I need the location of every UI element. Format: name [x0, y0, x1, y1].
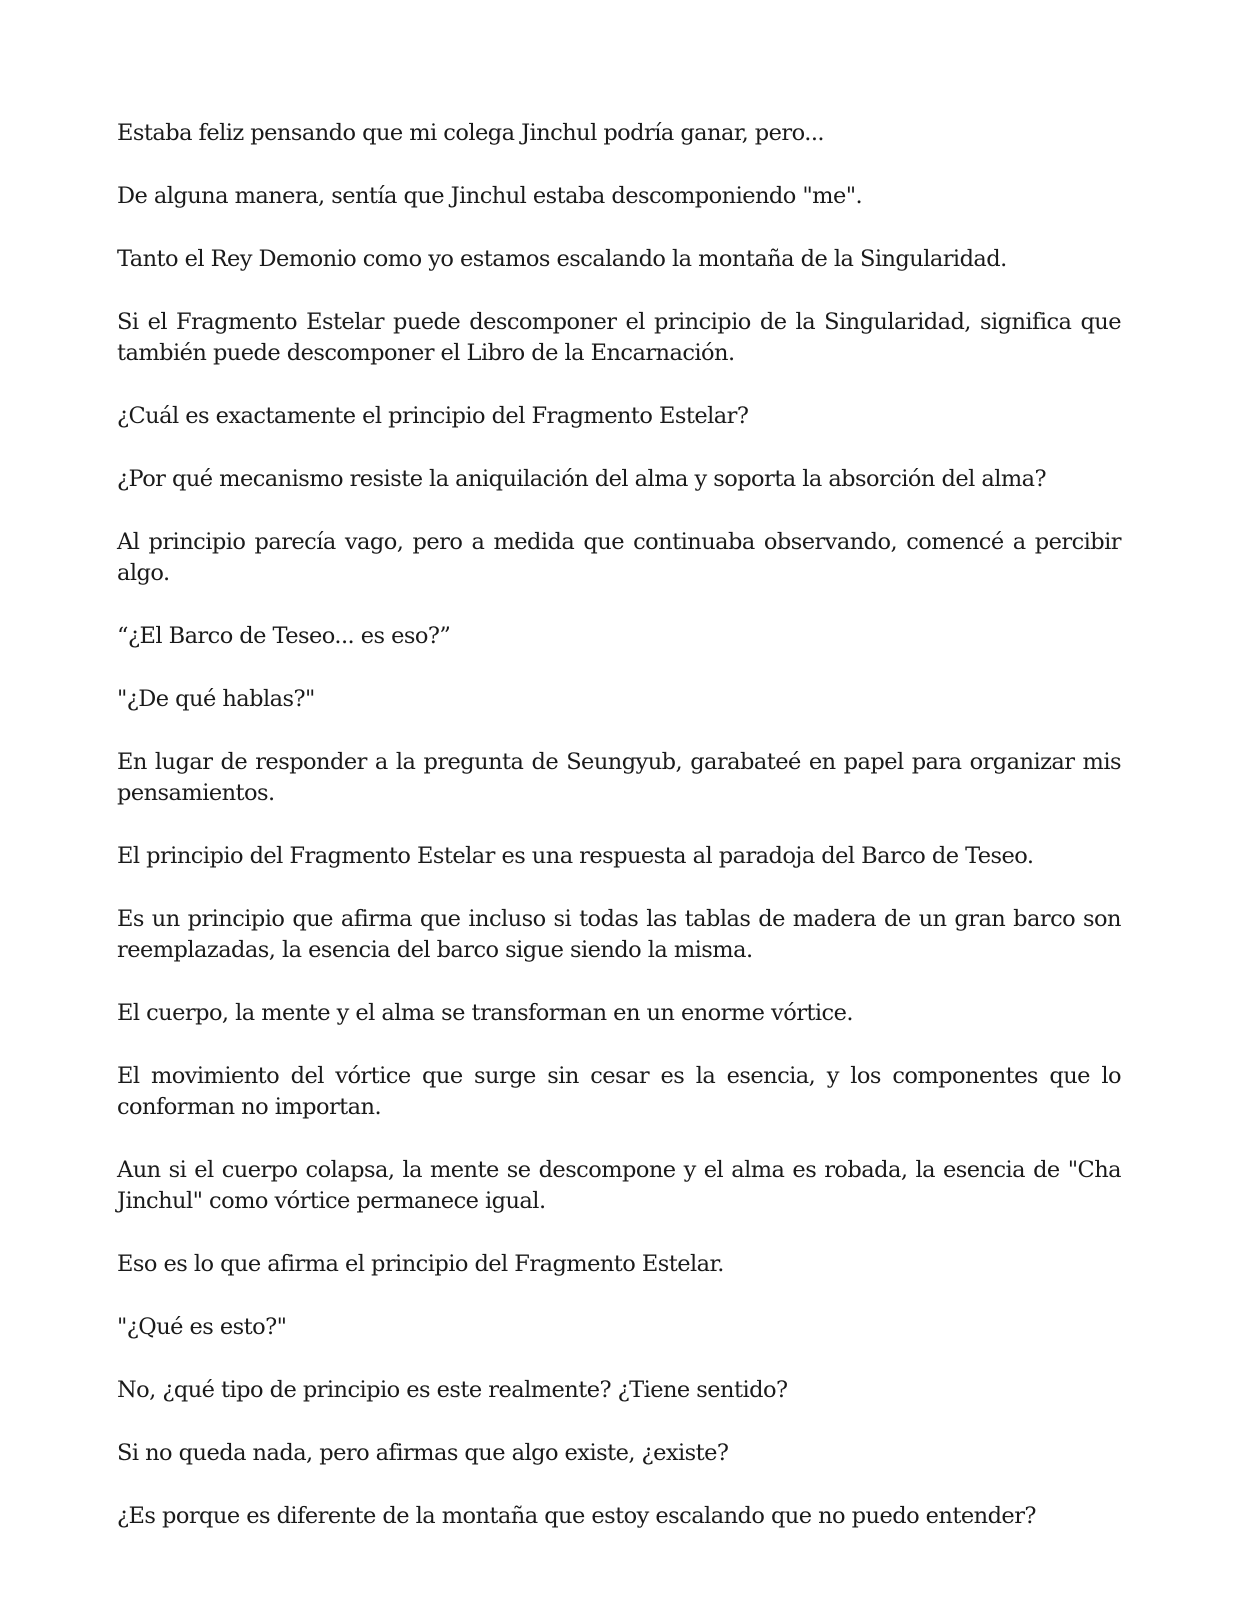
paragraph: El principio del Fragmento Estelar es una respuesta al paradoja del Barco de Teseo. [117, 843, 1034, 869]
paragraph: En lugar de responder a la pregunta de Seungyub, garabateé en papel para organizar mis pensamientos. [117, 749, 1121, 806]
paragraph: Si el Fragmento Estelar puede descomponer el principio de la Singularidad, significa que también puede descomponer el Libro de la Encarnación. [117, 309, 1121, 366]
paragraph: El cuerpo, la mente y el alma se transforman en un enorme vórtice. [117, 1000, 853, 1026]
paragraph: El movimiento del vórtice que surge sin cesar es la esencia, y los componentes que lo conforman no importan. [117, 1063, 1121, 1120]
paragraph: "¿Qué es esto?" [117, 1314, 287, 1340]
document-body [117, 118, 1121, 1564]
paragraph: No, ¿qué tipo de principio es este realmente? ¿Tiene sentido? [117, 1377, 788, 1403]
paragraph: ¿Cuál es exactamente el principio del Fragmento Estelar? [117, 403, 749, 429]
paragraph: Estaba feliz pensando que mi colega Jinchul podría ganar, pero... [117, 120, 825, 146]
paragraph: "¿De qué hablas?" [117, 686, 315, 712]
paragraph: Tanto el Rey Demonio como yo estamos escalando la montaña de la Singularidad. [117, 246, 1007, 272]
paragraph: ¿Por qué mecanismo resiste la aniquilación del alma y soporta la absorción del alma? [117, 466, 1047, 492]
paragraph: “¿El Barco de Teseo... es eso?” [117, 623, 451, 649]
paragraph: ¿Es porque es diferente de la montaña que estoy escalando que no puedo entender? [117, 1503, 1036, 1529]
paragraph: Es un principio que afirma que incluso si todas las tablas de madera de un gran barco son reemplazadas, la esencia del barco sigue siendo la misma. [117, 906, 1121, 963]
paragraph: De alguna manera, sentía que Jinchul estaba descomponiendo "me". [117, 183, 863, 209]
paragraph: Eso es lo que afirma el principio del Fragmento Estelar. [117, 1251, 724, 1277]
paragraph: Aun si el cuerpo colapsa, la mente se descompone y el alma es robada, la esencia de "Cha Jinchul" como vórtice permanece igual. [117, 1157, 1121, 1214]
paragraph: Al principio parecía vago, pero a medida que continuaba observando, comencé a percibir algo. [117, 529, 1121, 586]
paragraph: Si no queda nada, pero afirmas que algo existe, ¿existe? [117, 1440, 729, 1466]
